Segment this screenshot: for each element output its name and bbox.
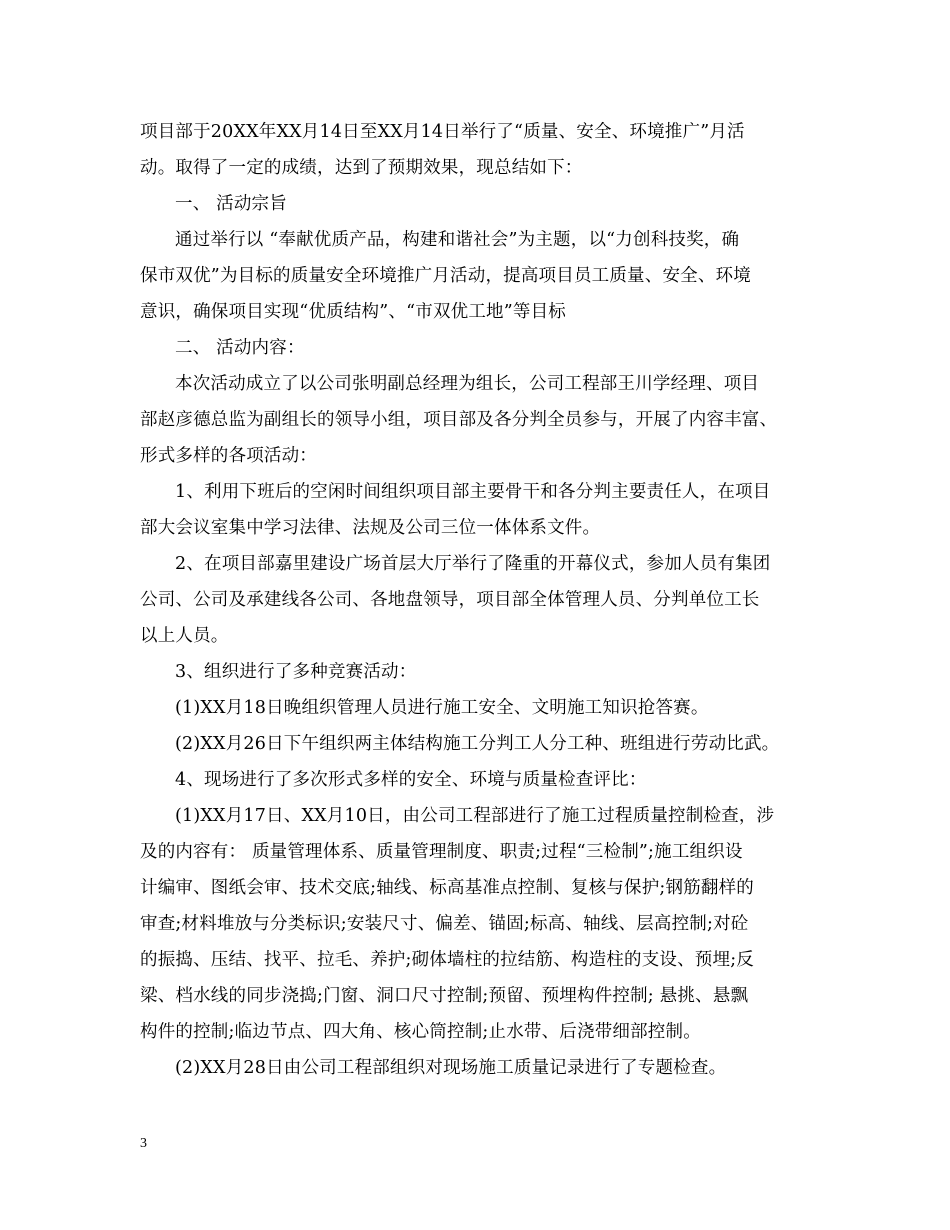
text-line: 本次活动成立了以公司张明副总经理为组长，公司工程部王川学经理、项目 xyxy=(175,374,760,394)
text-line: 动。取得了一定的成绩，达到了预期效果，现总结如下： xyxy=(140,158,583,178)
list-item-3: 3、组织进行了多种竞赛活动： xyxy=(175,662,417,682)
list-item-2: 2、在项目部嘉里建设广场首层大厅举行了隆重的开幕仪式，参加人员有集团 xyxy=(175,554,771,574)
section-heading-content: 二、 活动内容： xyxy=(175,338,305,358)
sub-item-3-2: (2)XX月26日下午组织两主体结构施工分判工人分工种、班组进行劳动比武。 xyxy=(175,734,780,754)
text-line: 审查;材料堆放与分类标识;安装尺寸、偏差、锚固;标高、轴线、层高控制;对砼 xyxy=(140,914,749,934)
sub-item-4-2: (2)XX月28日由公司工程部组织对现场施工质量记录进行了专题检查。 xyxy=(175,1058,727,1078)
text-line: 构件的控制;临边节点、四大角、核心筒控制;止水带、后浇带细部控制。 xyxy=(140,1022,701,1042)
document-body xyxy=(140,114,812,1086)
text-line: 以上人员。 xyxy=(140,626,229,646)
page-number: 3 xyxy=(140,1136,147,1151)
text-line: 部赵彦德总监为副组长的领导小组，项目部及各分判全员参与，开展了内容丰富、 xyxy=(140,410,778,430)
text-line: 部大会议室集中学习法律、法规及公司三位一体体系文件。 xyxy=(140,518,601,538)
body-text xyxy=(140,114,812,1086)
text-line: 保市双优”为目标的质量安全环境推广月活动，提高项目员工质量、安全、环境 xyxy=(140,266,751,286)
sub-item-4-1: (1)XX月17日、XX月10日，由公司工程部进行了施工过程质量控制检查，涉 xyxy=(175,806,775,826)
text-line: 项目部于20XX年XX月14日至XX月14日举行了“质量、安全、环境推广”月活 xyxy=(140,122,745,142)
text-line: 的振捣、压结、找平、拉毛、养护;砌体墙柱的拉结筋、构造柱的支设、预埋;反 xyxy=(140,950,754,970)
text-line: 形式多样的各项活动： xyxy=(140,446,317,466)
text-line: 计编审、图纸会审、技术交底;轴线、标高基准点控制、复核与保护;钢筋翻样的 xyxy=(140,878,754,898)
text-line: 通过举行以 “奉献优质产品，构建和谐社会”为主题，以“力创科技奖，确 xyxy=(175,230,740,250)
text-line: 及的内容有： 质量管理体系、质量管理制度、职责;过程“三检制”;施工组织设 xyxy=(140,842,743,862)
sub-item-3-1: (1)XX月18日晚组织管理人员进行施工安全、文明施工知识抢答赛。 xyxy=(175,698,709,718)
text-line: 梁、档水线的同步浇捣;门窗、洞口尺寸控制;预留、预埋构件控制; 悬挑、悬飘 xyxy=(140,986,749,1006)
text-line: 意识，确保项目实现“优质结构”、“市双优工地”等目标 xyxy=(140,302,566,322)
list-item-1: 1、利用下班后的空闲时间组织项目部主要骨干和各分判主要责任人，在项目 xyxy=(175,482,771,502)
list-item-4: 4、现场进行了多次形式多样的安全、环境与质量检查评比： xyxy=(175,770,647,790)
text-line: 公司、公司及承建线各公司、各地盘领导，项目部全体管理人员、分判单位工长 xyxy=(140,590,760,610)
section-heading-purpose: 一、 活动宗旨 xyxy=(175,194,287,214)
